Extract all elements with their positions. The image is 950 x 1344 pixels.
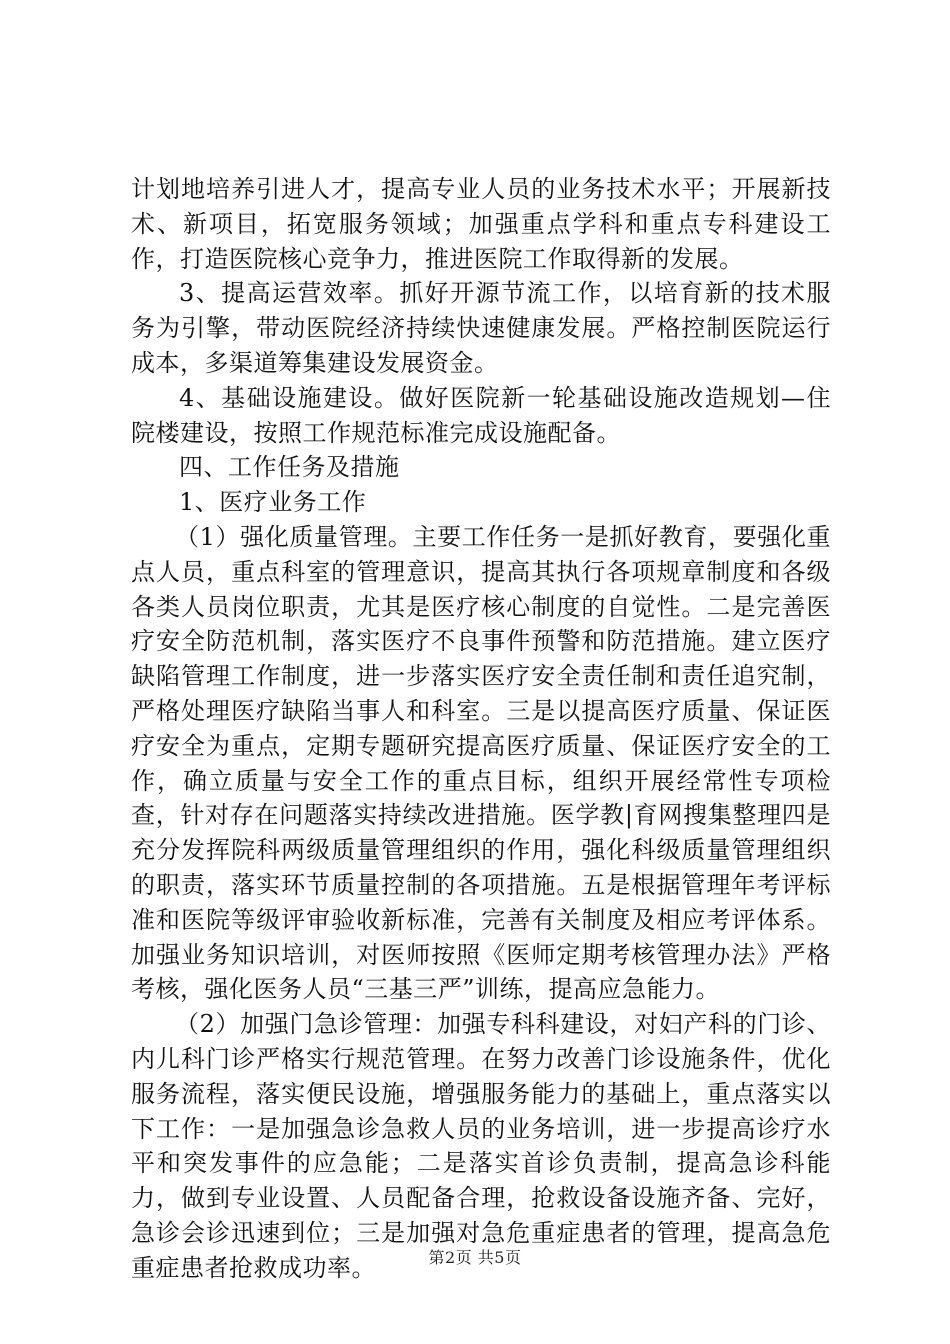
paragraph-efficiency: 3、提高运营效率。抓好开源节流工作，以培育新的技术服务为引擎，带动医院经济持续快速健康发展。严格控制医院运行成本，多渠道筹集建设发展资金。 [131, 279, 831, 377]
page-number-footer: 第2页 共5页 [428, 1248, 522, 1267]
document-body [131, 172, 831, 1286]
section-heading-tasks: 四、工作任务及措施 [179, 453, 400, 482]
subsection-heading-medical: 1、医疗业务工作 [179, 488, 367, 517]
paragraph-quality-management: （1）强化质量管理。主要工作任务一是抓好教育，要强化重点人员，重点科室的管理意识，提高其执行各项规章制度和各级各类人员岗位职责，尤其是医疗核心制度的自觉性。二是完善医疗安全防范机制，落实医疗不良事件预警和防范措施。建立医疗缺陷管理工作制度，进一步落实医疗安全责任制和责任追究制，严格处理医疗缺陷当事人和科室。三是以提高医疗质量、保证医疗安全为重点，定期专题研究提高医疗质量、保证医疗安全的工作，确立质量与安全工作的重点目标，组织开展经常性专项检查，针对存在问题落实持续改进措施。医学教|育网搜集整理四是充分发挥院科两级质量管理组织的作用，强化科级质量管理组织的职责，落实环节质量控制的各项措施。五是根据管理年考评标准和医院等级评审验收新标准，完善有关制度及相应考评体系。加强业务知识培训，对医师按照《医师定期考核管理办法》严格考核，强化医务人员“三基三严”训练，提高应急能力。 [131, 522, 831, 1004]
paragraph-talent: 计划地培养引进人才，提高专业人员的业务技术水平；开展新技术、新项目，拓宽服务领域；加强重点学科和重点专科建设工作，打造医院核心竞争力，推进医院工作取得新的发展。 [131, 175, 831, 273]
paragraph-infrastructure: 4、基础设施建设。做好医院新一轮基础设施改造规划—住院楼建设，按照工作规范标准完成设施配备。 [131, 383, 831, 447]
paragraph-emergency-management: （2）加强门急诊管理：加强专科科建设，对妇产科的门诊、内儿科门诊严格实行规范管理。在努力改善门诊设施条件，优化服务流程，落实便民设施，增强服务能力的基础上，重点落实以下工作：一是加强急诊急救人员的业务培训，进一步提高诊疗水平和突发事件的应急能；二是落实首诊负责制，提高急诊科能力，做到专业设置、人员配备合理，抢救设备设施齐备、完好，急诊会诊迅速到位；三是加强对急危重症患者的管理，提高急危重症患者抢救成功率。 [131, 1010, 831, 1282]
